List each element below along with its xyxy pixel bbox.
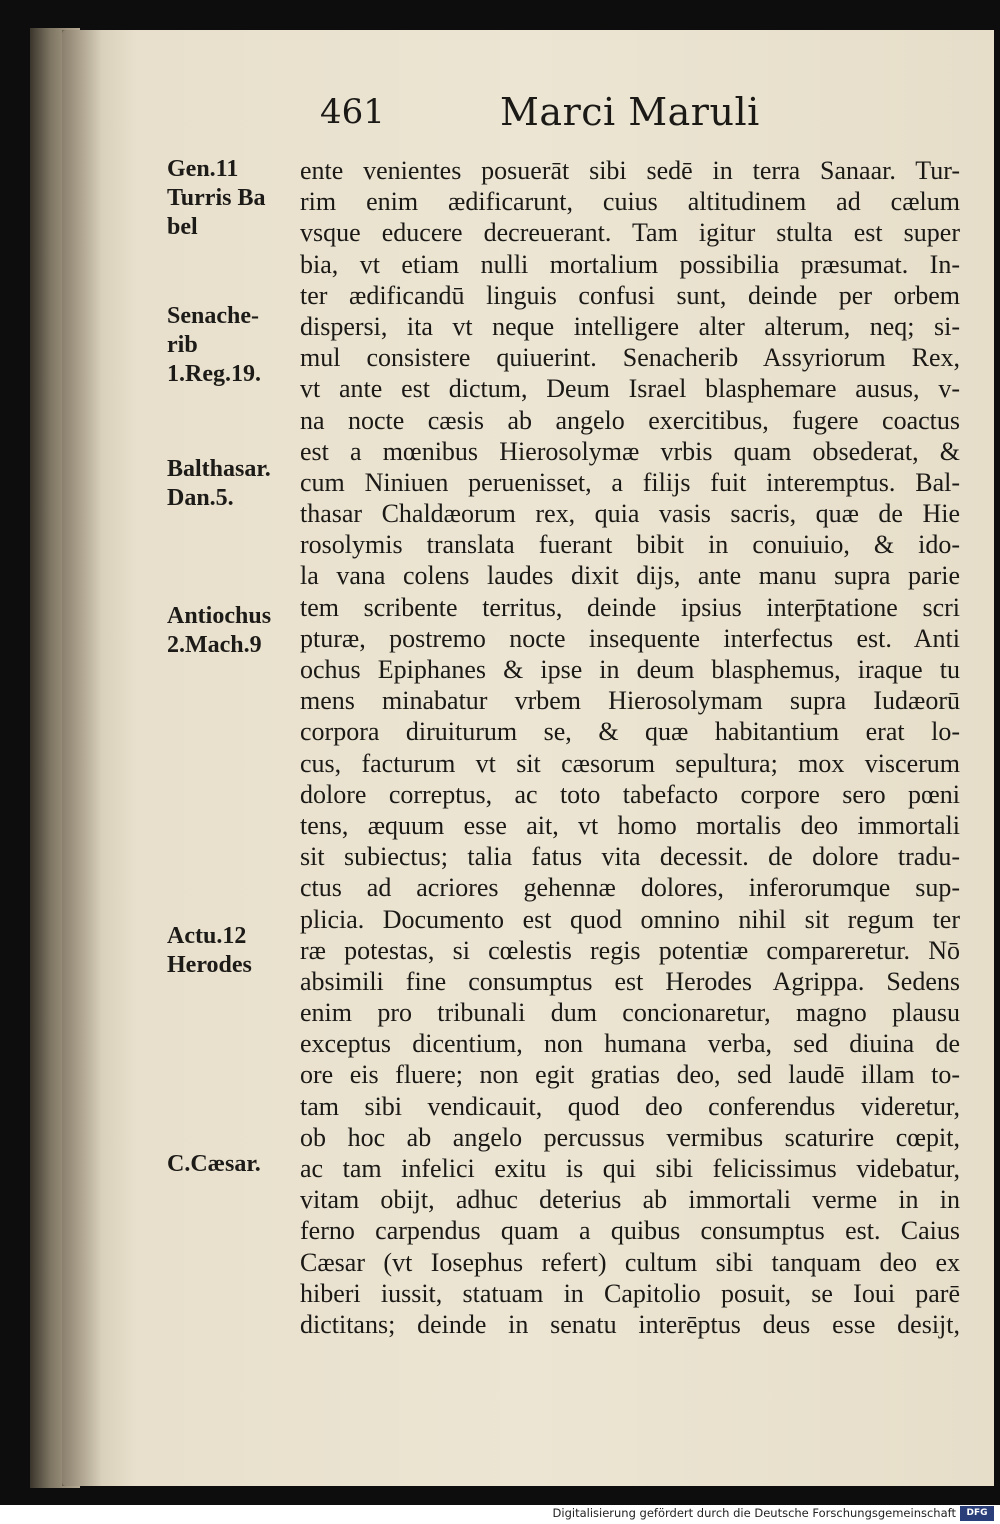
margin-note-line: Dan.5. [167, 485, 234, 511]
text-line: la vana colens laudes dixit dijs, ante manu supra parie [300, 561, 960, 591]
margin-note-line: 1.Reg.19. [167, 361, 261, 387]
text-line: mens minabatur vrbem Hierosolymam supra Iudæorū [300, 686, 960, 716]
text-line: tens, æquum esse ait, vt homo mortalis deo immortali [300, 810, 960, 840]
text-line: rim enim ædificarunt, cuius altitudinem ad cælum [300, 187, 960, 217]
text-line: rosolymis translata fuerant bibit in conuiuio, & ido- [300, 530, 960, 560]
margin-note-line: bel [167, 214, 198, 240]
text-line: mul consistere quiuerint. Senacherib Assyriorum Rex, [300, 343, 960, 373]
text-line: Cæsar (vt Iosephus refert) cultum sibi tanquam deo ex [300, 1247, 960, 1277]
text-line: hiberi iussit, statuam in Capitolio posuit, se Ioui parē [300, 1278, 960, 1308]
dfg-logo: DFG [960, 1506, 994, 1521]
page-number: 461 [320, 92, 385, 132]
text-line: cum Niniuen peruenisset, a filijs fuit interemptus. Bal- [300, 467, 960, 497]
margin-note-line: C.Cæsar. [167, 1151, 261, 1177]
text-line: ob hoc ab angelo percussus vermibus scaturire cœpit, [300, 1122, 960, 1152]
text-line: na nocte cæsis ab angelo exercitibus, fugere coactus [300, 405, 960, 435]
text-line: cus, facturum vt sit cæsorum sepultura; mox viscerum [300, 748, 960, 778]
text-line: dolore correptus, ac toto tabefacto corpore sero pœni [300, 779, 960, 809]
text-line: exceptus dicentium, non humana verba, sed diuina de [300, 1029, 960, 1059]
text-line: tam sibi vendicauit, quod deo conferendus videretur, [300, 1091, 960, 1121]
margin-note-balthasar [167, 455, 307, 513]
margin-note-line: Turris Ba [167, 185, 266, 211]
text-line: tem scribente territus, deinde ipsius interp̄tatione scri [300, 592, 960, 622]
text-line: vt ante est dictum, Deum Israel blasphemare ausus, v- [300, 374, 960, 404]
text-line: ræ potestas, si cœlestis regis potentiæ compareretur. Nō [300, 935, 960, 965]
text-line: absimili fine consumptus est Herodes Agrippa. Sedens [300, 966, 960, 996]
text-line: ter ædificandū linguis confusi sunt, deinde per orbem [300, 280, 960, 310]
text-line: thasar Chaldæorum rex, quia vasis sacris, quæ de Hie [300, 499, 960, 529]
funding-credit: Digitalisierung gefördert durch die Deutsche Forschungsgemeinschaft [552, 1506, 956, 1520]
margin-note-herodes [167, 922, 307, 980]
text-line: ente venientes posuerāt sibi sedē in terra Sanaar. Tur- [300, 156, 960, 185]
page-header [250, 90, 940, 138]
margin-note-genesis [167, 155, 307, 242]
margin-note-line: Actu.12 [167, 923, 247, 949]
text-line: ac tam infelici exitu is qui sibi felicissimus videbatur, [300, 1154, 960, 1183]
text-line: pturæ, postremo nocte insequente interfectus est. Anti [300, 623, 960, 653]
text-line: corpora diruiturum se, & quæ habitantium erat lo- [300, 717, 960, 747]
text-line: ctus ad acriores gehennæ dolores, inferorumque sup- [300, 873, 960, 903]
text-line: vitam obijt, adhuc deterius ab immortali verme in in [300, 1185, 960, 1215]
margin-note-line: Antiochus [167, 603, 272, 629]
margin-note-caesar [167, 1150, 307, 1179]
margin-note-line: Balthasar. [167, 456, 271, 482]
text-line: sit subiectus; talia fatus vita decessit. de dolore tradu- [300, 842, 960, 872]
text-line: dictitans; deinde in senatu interēptus deus esse desijt, [300, 1309, 960, 1339]
margin-note-senacherib [167, 302, 307, 389]
margin-note-line: 2.Mach.9 [167, 632, 262, 658]
margin-note-antiochus [167, 602, 307, 660]
running-head: Marci Maruli [500, 90, 760, 134]
text-line: est a mœnibus Hierosolymæ vrbis quam obsederat, & [300, 436, 960, 466]
text-line: enim pro tribunali dum concionaretur, magno plausu [300, 998, 960, 1028]
text-line: plicia. Documento est quod omnino nihil sit regum ter [300, 904, 960, 934]
margin-note-line: Gen.11 [167, 156, 239, 182]
text-line: ore eis fluere; non egit gratias deo, sed laudē illam to- [300, 1060, 960, 1090]
text-line: bia, vt etiam nulli mortalium possibilia præsumat. In- [300, 249, 960, 279]
text-line: dispersi, ita vt neque intelligere alter alterum, neq; si- [300, 311, 960, 341]
margin-note-line: Senache- [167, 303, 259, 329]
margin-note-line: Herodes [167, 952, 252, 978]
text-line: ochus Epiphanes & ipse in deum blasphemus, iraque tu [300, 655, 960, 684]
gutter-shadow [62, 30, 102, 1486]
margin-note-line: rib [167, 332, 198, 358]
text-line: vsque educere decreuerant. Tam igitur stulta est super [300, 218, 960, 248]
text-line: ferno carpendus quam a quibus consumptus est. Caius [300, 1216, 960, 1246]
body-text [300, 155, 960, 1340]
